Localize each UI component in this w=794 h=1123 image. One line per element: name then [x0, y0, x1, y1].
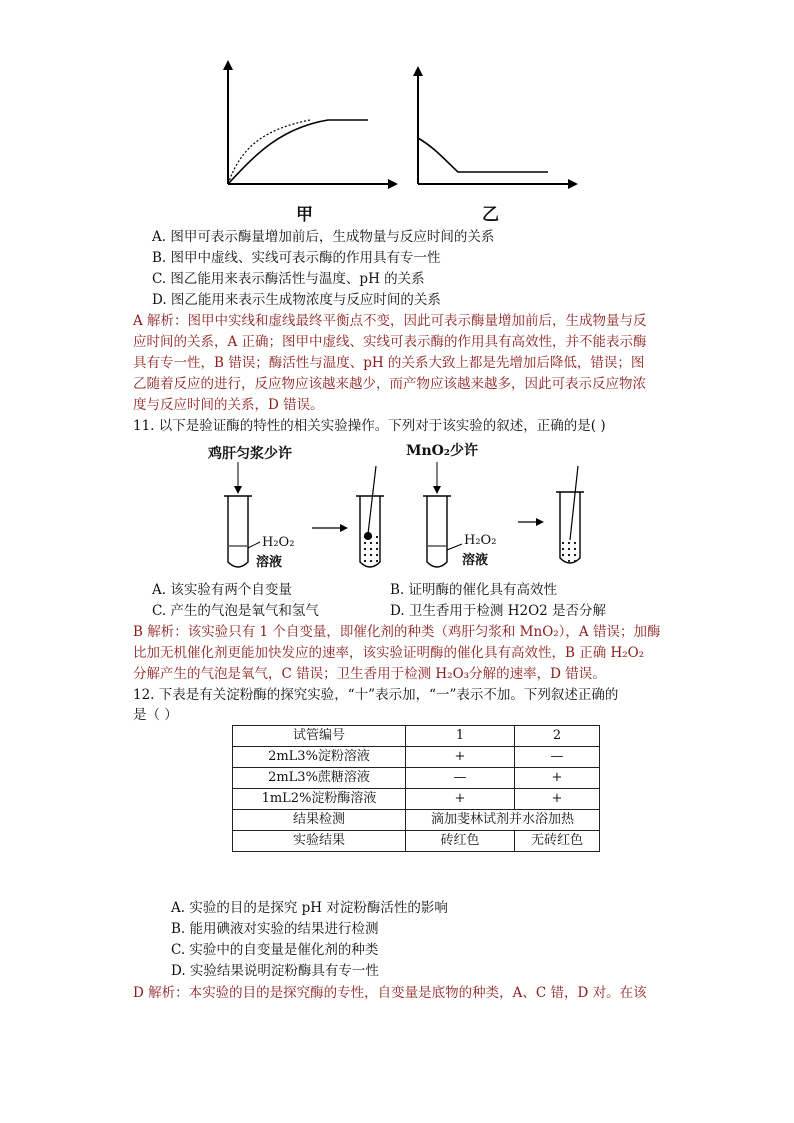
- label-liver: 鸡肝匀浆少许: [208, 446, 292, 462]
- process-arrow-2-head: [536, 518, 544, 526]
- q11-option-c: C. 产生的气泡是氧气和氢气: [152, 603, 319, 619]
- q10-answer-line: 具有专一性，B 错误；酶活性与温度、pH 的关系大致上都是先增加后降低，错误；图: [133, 355, 645, 371]
- yi-y-arrow: [413, 66, 423, 76]
- q12-stem-cont: 是（ ）: [133, 707, 178, 723]
- table-row: [233, 831, 600, 852]
- table-cell: 结果检测: [233, 810, 406, 831]
- q10-answer-line: 度与反应时间的关系，D 错误。: [133, 397, 324, 413]
- table-cell: —: [515, 747, 600, 768]
- table-row: [233, 810, 600, 831]
- q11-answer-line: 比加无机催化剂更能加快发应的速率，该实验证明酶的催化具有高效性，B 正确 H₂O₂: [133, 645, 645, 661]
- jia-x-arrow: [388, 179, 398, 189]
- q10-answer-line: 乙随着反应的进行，反应物应该越来越少，而产物应该越来越多，因此可表示反应物浓: [133, 376, 646, 392]
- q12-option-c: C. 实验中的自变量是催化剂的种类: [171, 942, 379, 958]
- table-cell: 1: [406, 726, 515, 747]
- table-cell: 2mL3%淀粉溶液: [233, 747, 406, 768]
- label-yi: 乙: [482, 205, 499, 225]
- q10-option-b: B. 图甲中虚线、实线可表示酶的作用具有专一性: [152, 250, 441, 266]
- jia-dotted-curve: [228, 120, 310, 184]
- q12-stem: 12. 下表是有关淀粉酶的探究实验，“十”表示加，“一”表示不加。下列叙述正确的: [133, 687, 619, 703]
- q11-option-a: A. 该实验有两个自变量: [152, 582, 292, 598]
- jia-y-arrow: [223, 60, 233, 70]
- jia-solid-curve: [228, 120, 368, 184]
- q10-option-c: C. 图乙能用来表示酶活性与温度、pH 的关系: [152, 271, 425, 287]
- q12-option-a: A. 实验的目的是探究 pH 对淀粉酶活性的影响: [171, 900, 448, 916]
- tube1-h2o2: H₂O₂: [262, 535, 295, 550]
- q10-answer-line: A 解析：图甲中实线和虚线最终平衡点不变，因此可表示酶量增加前后，生成物量与反: [133, 313, 647, 329]
- table-row: [233, 726, 600, 747]
- q11-option-d: D. 卫生香用于检测 H2O2 是否分解: [390, 603, 607, 619]
- process-arrow-1-head: [340, 524, 348, 532]
- mno2-arrow-head: [433, 486, 441, 494]
- q11-answer-line: B 解析：该实验只有 1 个自变量，即催化剂的种类（鸡肝匀浆和 MnO₂），A 错误；加酶: [133, 624, 661, 640]
- table-cell: 无砖红色: [515, 831, 600, 852]
- yi-x-arrow: [568, 179, 578, 189]
- tube1-leader: [248, 542, 260, 548]
- tube-3: [423, 496, 451, 567]
- q12-option-d: D. 实验结果说明淀粉酶具有专一性: [171, 963, 379, 979]
- tube3-h2o2: H₂O₂: [464, 533, 497, 548]
- table-cell: —: [406, 768, 515, 789]
- table-cell: +: [515, 768, 600, 789]
- tube3-leader: [447, 544, 462, 550]
- table-cell: 1mL2%淀粉酶溶液: [233, 789, 406, 810]
- table-cell: 滴加斐林试剂并水浴加热: [406, 810, 600, 831]
- tube3-solution: 溶液: [462, 553, 489, 568]
- q10-option-a: A. 图甲可表示酶量增加前后，生成物量与反应时间的关系: [152, 229, 495, 245]
- q10-option-d: D. 图乙能用来表示生成物浓度与反应时间的关系: [152, 292, 441, 308]
- q12-answer-line: D 解析：本实验的目的是探究酶的专性，自变量是底物的种类，A、C 错，D 对。在该: [133, 985, 647, 1001]
- table-row: [233, 747, 600, 768]
- table-cell: 2mL3%蔗糖溶液: [233, 768, 406, 789]
- tube-4: [556, 466, 584, 563]
- q11-option-b: B. 证明酶的催化具有高效性: [390, 582, 558, 598]
- table-cell: 砖红色: [406, 831, 515, 852]
- table-row: [233, 768, 600, 789]
- q12-table: [232, 725, 600, 852]
- liver-arrow-head: [234, 486, 242, 494]
- tube-2: [356, 466, 384, 567]
- q11-stem: 11. 以下是验证酶的特性的相关实验操作。下列对于该实验的叙述，正确的是( ): [133, 418, 606, 434]
- q12-option-b: B. 能用碘液对实验的结果进行检测: [171, 921, 379, 937]
- figure-jia-yi: [200, 60, 600, 220]
- table-cell: 实验结果: [233, 831, 406, 852]
- tube-1: [224, 496, 252, 567]
- table-cell: 试管编号: [233, 726, 406, 747]
- label-mno2: MnO₂少许: [406, 443, 479, 459]
- table-cell: +: [406, 789, 515, 810]
- table-cell: 2: [515, 726, 600, 747]
- table-cell: +: [406, 747, 515, 768]
- table-row: [233, 789, 600, 810]
- label-jia: 甲: [296, 205, 313, 225]
- yi-curve: [418, 138, 548, 172]
- q11-answer-line: 分解产生的气泡是氧气，C 错误；卫生香用于检测 H₂O₃分解的速率，D 错误。: [133, 666, 606, 682]
- tube1-solution: 溶液: [256, 555, 283, 570]
- q10-answer-line: 应时间的关系，A 正确；图甲中虚线、实线可表示酶的作用具有高效性，并不能表示酶: [133, 334, 647, 350]
- table-cell: +: [515, 789, 600, 810]
